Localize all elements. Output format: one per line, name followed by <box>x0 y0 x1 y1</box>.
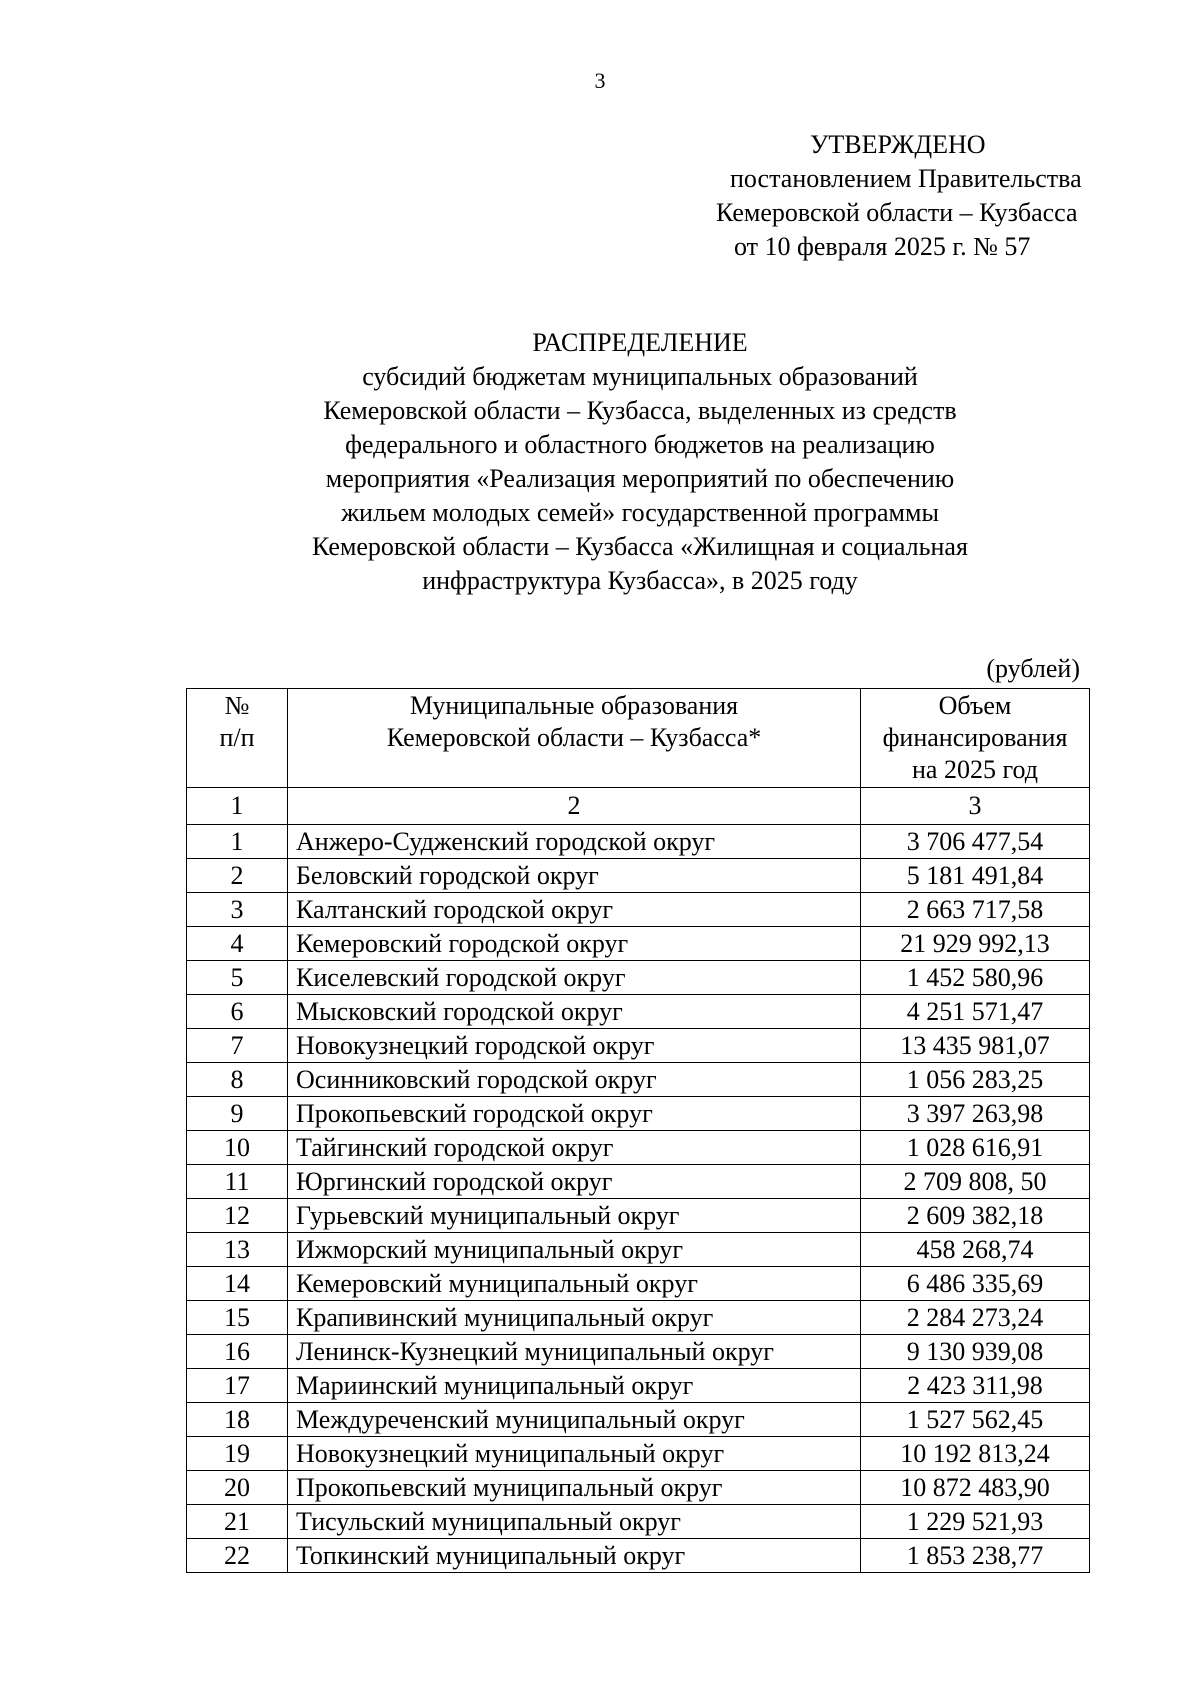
row-number: 5 <box>187 961 288 995</box>
table-row <box>187 1267 1090 1301</box>
row-number: 2 <box>187 859 288 893</box>
funding-amount: 2 609 382,18 <box>861 1199 1090 1233</box>
row-number: 11 <box>187 1165 288 1199</box>
column-number: 2 <box>288 788 861 825</box>
table-row <box>187 1233 1090 1267</box>
row-number: 6 <box>187 995 288 1029</box>
header-text: Объем <box>938 691 1012 720</box>
funding-amount: 10 872 483,90 <box>861 1471 1090 1505</box>
municipality-name: Прокопьевский муниципальный округ <box>288 1471 861 1505</box>
row-number: 22 <box>187 1539 288 1573</box>
funding-amount: 2 423 311,98 <box>861 1369 1090 1403</box>
header-text: Кемеровской области – Кузбасса* <box>386 723 762 752</box>
row-number: 16 <box>187 1335 288 1369</box>
municipality-name: Мысковский городской округ <box>288 995 861 1029</box>
funding-amount: 3 706 477,54 <box>861 825 1090 859</box>
municipality-name: Новокузнецкий муниципальный округ <box>288 1437 861 1471</box>
municipality-name: Анжеро-Судженский городской округ <box>288 825 861 859</box>
table-row <box>187 1369 1090 1403</box>
units-label: (рублей) <box>986 654 1080 683</box>
header-number <box>187 689 288 788</box>
table-body <box>187 825 1090 1573</box>
header-amount <box>861 689 1090 788</box>
municipality-name: Кемеровский муниципальный округ <box>288 1267 861 1301</box>
funding-amount: 5 181 491,84 <box>861 859 1090 893</box>
municipality-name: Калтанский городской округ <box>288 893 861 927</box>
municipality-name: Топкинский муниципальный округ <box>288 1539 861 1573</box>
municipality-name: Юргинский городской округ <box>288 1165 861 1199</box>
municipality-name: Ижморский муниципальный округ <box>288 1233 861 1267</box>
table-row <box>187 1471 1090 1505</box>
funding-amount: 1 229 521,93 <box>861 1505 1090 1539</box>
municipality-name: Ленинск-Кузнецкий муниципальный округ <box>288 1335 861 1369</box>
municipality-name: Осинниковский городской округ <box>288 1063 861 1097</box>
table-row <box>187 995 1090 1029</box>
funding-amount: 1 853 238,77 <box>861 1539 1090 1573</box>
funding-amount: 6 486 335,69 <box>861 1267 1090 1301</box>
title-line: Кемеровской области – Кузбасса «Жилищная и социальная <box>312 532 968 561</box>
header-text: финансирования <box>882 723 1068 752</box>
funding-amount: 9 130 939,08 <box>861 1335 1090 1369</box>
table-row <box>187 893 1090 927</box>
title-line: мероприятия «Реализация мероприятий по обеспечению <box>325 464 955 493</box>
funding-amount: 1 028 616,91 <box>861 1131 1090 1165</box>
row-number: 18 <box>187 1403 288 1437</box>
funding-amount: 13 435 981,07 <box>861 1029 1090 1063</box>
table-row <box>187 1539 1090 1573</box>
title-heading: РАСПРЕДЕЛЕНИЕ <box>532 328 748 357</box>
column-number: 3 <box>861 788 1090 825</box>
table-row <box>187 859 1090 893</box>
municipality-name: Новокузнецкий городской округ <box>288 1029 861 1063</box>
municipality-name: Тайгинский городской округ <box>288 1131 861 1165</box>
municipality-name: Прокопьевский городской округ <box>288 1097 861 1131</box>
title-line: инфраструктура Кузбасса», в 2025 году <box>422 566 858 595</box>
table-row <box>187 1029 1090 1063</box>
table-row <box>187 1199 1090 1233</box>
approval-line: УТВЕРЖДЕНО <box>810 130 986 159</box>
row-number: 9 <box>187 1097 288 1131</box>
municipality-name: Крапивинский муниципальный округ <box>288 1301 861 1335</box>
funding-amount: 1 452 580,96 <box>861 961 1090 995</box>
table-row <box>187 1505 1090 1539</box>
table-row <box>187 1301 1090 1335</box>
funding-amount: 10 192 813,24 <box>861 1437 1090 1471</box>
table-row <box>187 961 1090 995</box>
table-row <box>187 1335 1090 1369</box>
header-municipality <box>288 689 861 788</box>
funding-amount: 2 663 717,58 <box>861 893 1090 927</box>
table-row <box>187 927 1090 961</box>
table-row <box>187 1131 1090 1165</box>
municipality-name: Тисульский муниципальный округ <box>288 1505 861 1539</box>
approval-line: Кемеровской области – Кузбасса <box>716 198 1078 227</box>
header-text: № <box>224 691 250 720</box>
row-number: 8 <box>187 1063 288 1097</box>
row-number: 17 <box>187 1369 288 1403</box>
header-text: на 2025 год <box>912 755 1038 784</box>
subsidy-table <box>186 688 1090 1573</box>
row-number: 1 <box>187 825 288 859</box>
funding-amount: 21 929 992,13 <box>861 927 1090 961</box>
funding-amount: 458 268,74 <box>861 1233 1090 1267</box>
row-number: 10 <box>187 1131 288 1165</box>
title-line: жильем молодых семей» государственной программы <box>341 498 939 527</box>
funding-amount: 2 284 273,24 <box>861 1301 1090 1335</box>
page-number: 3 <box>594 68 606 93</box>
row-number: 14 <box>187 1267 288 1301</box>
municipality-name: Междуреченский муниципальный округ <box>288 1403 861 1437</box>
table-row <box>187 1437 1090 1471</box>
table-header-row <box>187 689 1090 788</box>
table-row <box>187 825 1090 859</box>
title-line: федерального и областного бюджетов на реализацию <box>345 430 935 459</box>
municipality-name: Мариинский муниципальный округ <box>288 1369 861 1403</box>
row-number: 20 <box>187 1471 288 1505</box>
table-row <box>187 1063 1090 1097</box>
approval-stamp <box>700 128 1140 264</box>
row-number: 21 <box>187 1505 288 1539</box>
table-row <box>187 1097 1090 1131</box>
row-number: 12 <box>187 1199 288 1233</box>
table-row <box>187 1403 1090 1437</box>
row-number: 3 <box>187 893 288 927</box>
row-number: 15 <box>187 1301 288 1335</box>
municipality-name: Гурьевский муниципальный округ <box>288 1199 861 1233</box>
funding-amount: 3 397 263,98 <box>861 1097 1090 1131</box>
municipality-name: Беловский городской округ <box>288 859 861 893</box>
column-number: 1 <box>187 788 288 825</box>
title-line: субсидий бюджетам муниципальных образований <box>362 362 918 391</box>
funding-amount: 4 251 571,47 <box>861 995 1090 1029</box>
funding-amount: 1 056 283,25 <box>861 1063 1090 1097</box>
funding-amount: 2 709 808, 50 <box>861 1165 1090 1199</box>
header-text: Муниципальные образования <box>409 691 739 720</box>
approval-line: от 10 февраля 2025 г. № 57 <box>734 232 1031 261</box>
row-number: 13 <box>187 1233 288 1267</box>
municipality-name: Кемеровский городской округ <box>288 927 861 961</box>
row-number: 7 <box>187 1029 288 1063</box>
municipality-name: Киселевский городской округ <box>288 961 861 995</box>
title-line: Кемеровской области – Кузбасса, выделенных из средств <box>323 396 957 425</box>
column-number-row <box>187 788 1090 825</box>
approval-line: постановлением Правительства <box>730 164 1082 193</box>
funding-amount: 1 527 562,45 <box>861 1403 1090 1437</box>
document-title <box>200 326 1080 598</box>
row-number: 19 <box>187 1437 288 1471</box>
table-row <box>187 1165 1090 1199</box>
header-text: п/п <box>219 723 255 752</box>
row-number: 4 <box>187 927 288 961</box>
